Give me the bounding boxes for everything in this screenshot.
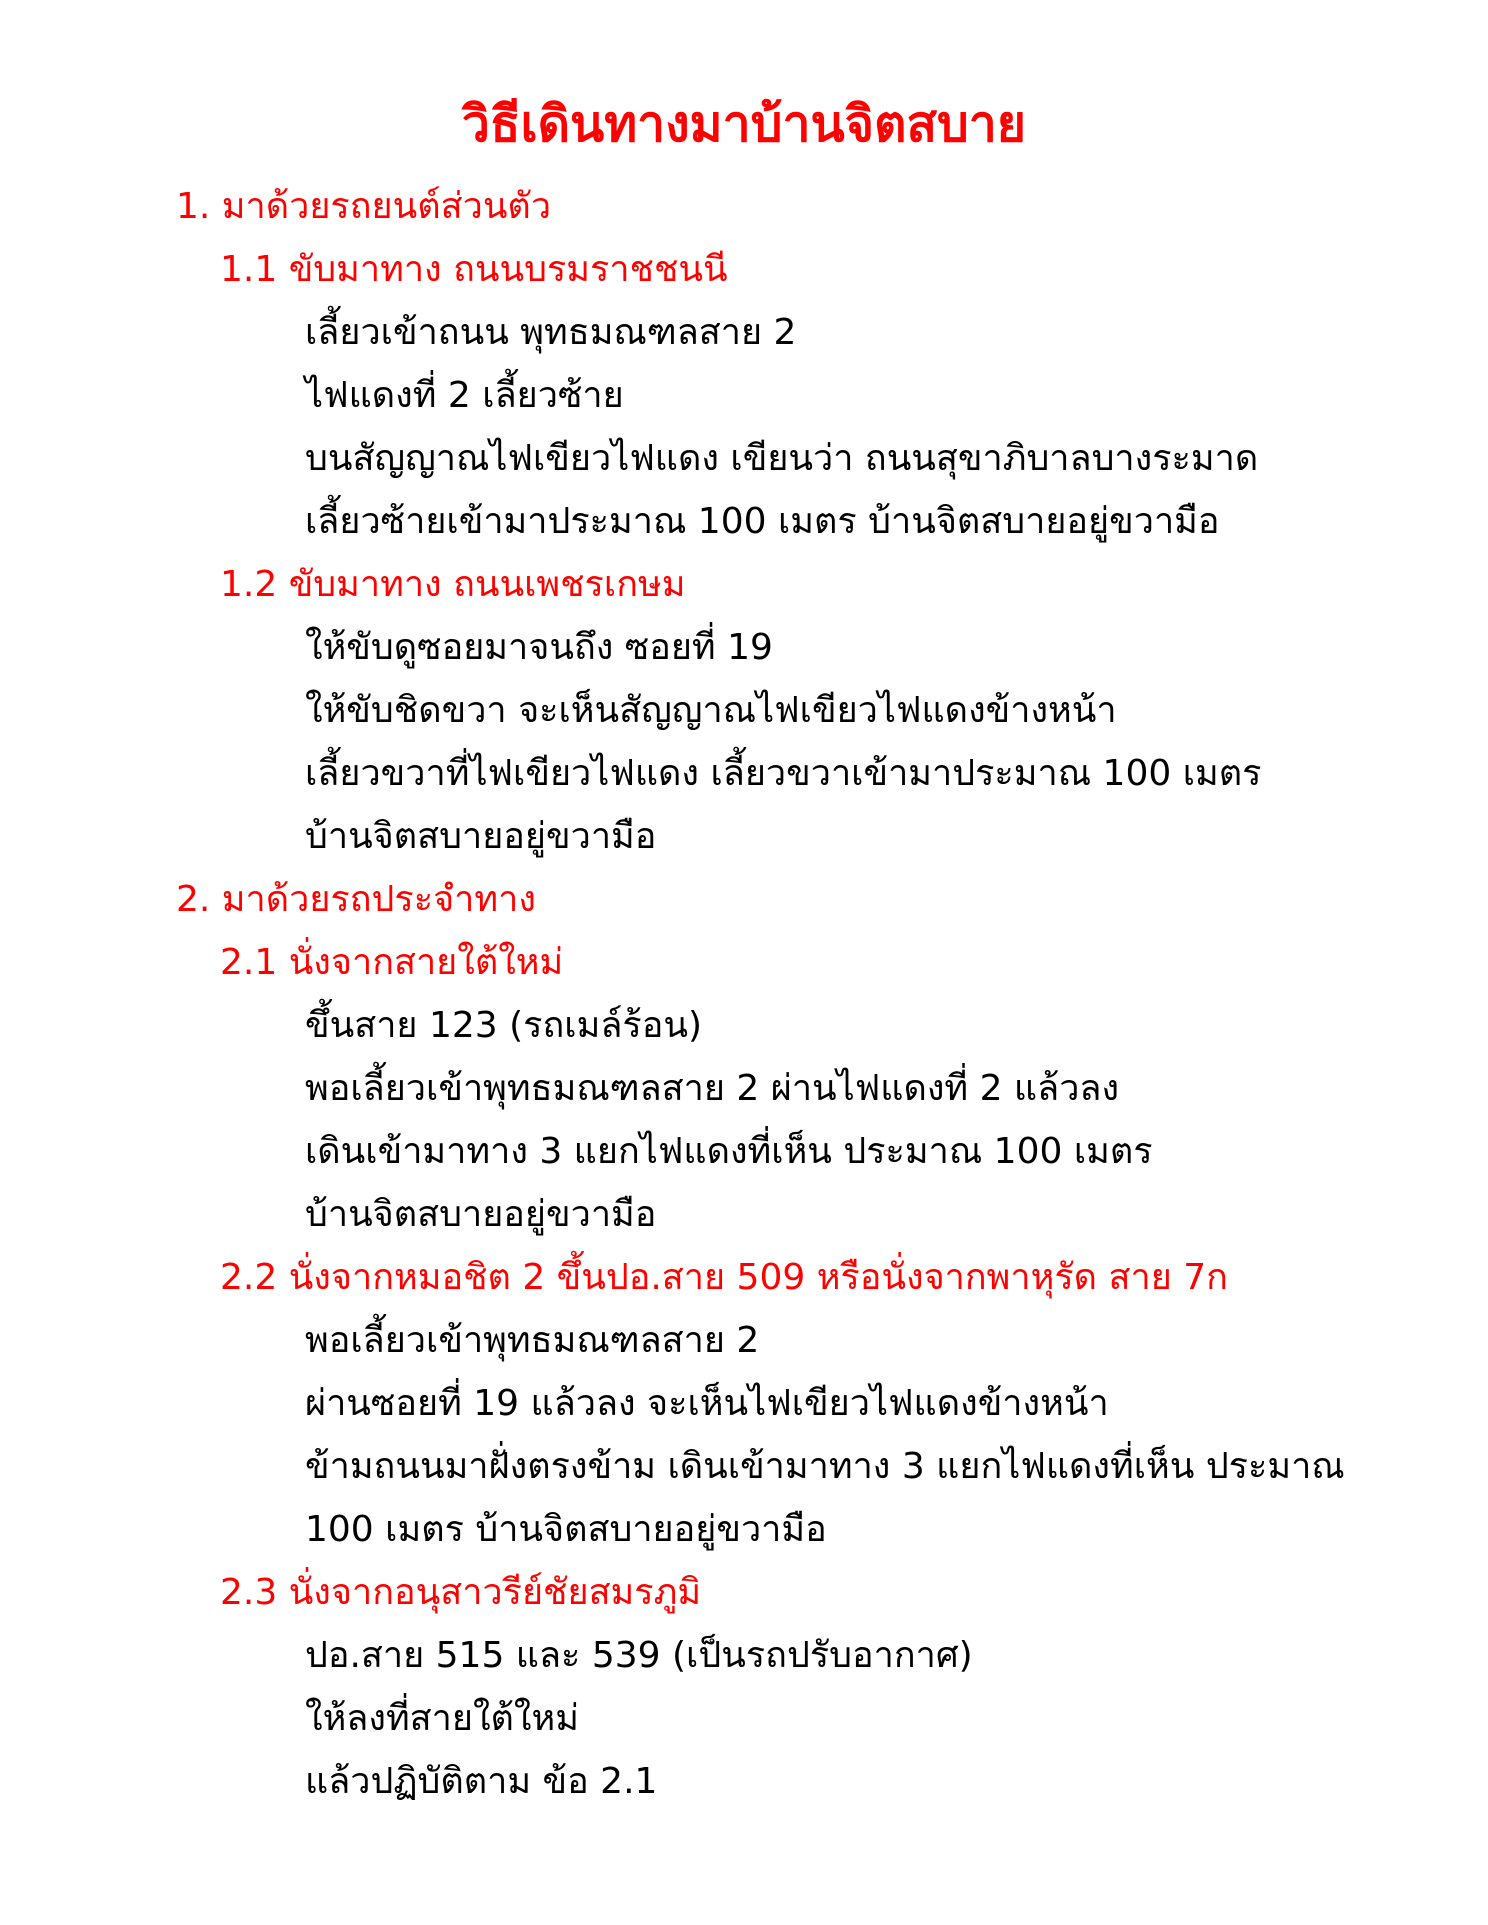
direction-line: ไฟแดงที่ 2 เลี้ยวซ้าย	[305, 375, 624, 416]
direction-line: พอเลี้ยวเข้าพุทธมณฑลสาย 2	[305, 1320, 760, 1361]
subsection-heading-2-2: 2.2 นั่งจากหมอชิต 2 ขึ้นปอ.สาย 509 หรือนั่งจากพาหุรัด สาย 7ก	[220, 1257, 1228, 1298]
direction-line: ให้ลงที่สายใต้ใหม่	[305, 1698, 579, 1739]
direction-line: ผ่านซอยที่ 19 แล้วลง จะเห็นไฟเขียวไฟแดงข้างหน้า	[305, 1383, 1109, 1424]
subsection-heading-1-2: 1.2 ขับมาทาง ถนนเพชรเกษม	[220, 564, 686, 605]
direction-line: พอเลี้ยวเข้าพุทธมณฑลสาย 2 ผ่านไฟแดงที่ 2 แล้วลง	[305, 1068, 1120, 1109]
section-heading-1: 1. มาด้วยรถยนต์ส่วนตัว	[176, 186, 552, 227]
direction-line: บนสัญญาณไฟเขียวไฟแดง เขียนว่า ถนนสุขาภิบาลบางระมาด	[305, 438, 1259, 479]
direction-line: เดินเข้ามาทาง 3 แยกไฟแดงที่เห็น ประมาณ 100 เมตร	[305, 1131, 1153, 1172]
direction-line: ปอ.สาย 515 และ 539 (เป็นรถปรับอากาศ)	[305, 1635, 973, 1676]
direction-line: เลี้ยวเข้าถนน พุทธมณฑลสาย 2	[305, 312, 797, 353]
direction-line: แล้วปฏิบัติตาม ข้อ 2.1	[305, 1761, 658, 1802]
subsection-heading-2-1: 2.1 นั่งจากสายใต้ใหม่	[220, 942, 564, 983]
direction-line: บ้านจิตสบายอยู่ขวามือ	[305, 1194, 657, 1235]
subsection-heading-1-1: 1.1 ขับมาทาง ถนนบรมราชชนนี	[220, 249, 728, 290]
direction-line: ขึ้นสาย 123 (รถเมล์ร้อน)	[305, 1005, 702, 1046]
direction-line: เลี้ยวขวาที่ไฟเขียวไฟแดง เลี้ยวขวาเข้ามาประมาณ 100 เมตร	[305, 753, 1262, 794]
direction-line: เลี้ยวซ้ายเข้ามาประมาณ 100 เมตร บ้านจิตสบายอยู่ขวามือ	[305, 501, 1220, 542]
direction-line: 100 เมตร บ้านจิตสบายอยู่ขวามือ	[305, 1509, 827, 1550]
page-title: วิธีเดินทางมาบ้านจิตสบาย	[461, 95, 1027, 153]
direction-line: ให้ขับดูซอยมาจนถึง ซอยที่ 19	[305, 627, 773, 668]
direction-line: ให้ขับชิดขวา จะเห็นสัญญาณไฟเขียวไฟแดงข้างหน้า	[305, 690, 1117, 731]
subsection-heading-2-3: 2.3 นั่งจากอนุสาวรีย์ชัยสมรภูมิ	[220, 1572, 702, 1613]
direction-line: ข้ามถนนมาฝั่งตรงข้าม เดินเข้ามาทาง 3 แยกไฟแดงที่เห็น ประมาณ	[305, 1446, 1345, 1487]
direction-line: บ้านจิตสบายอยู่ขวามือ	[305, 816, 657, 857]
section-heading-2: 2. มาด้วยรถประจำทาง	[176, 879, 536, 920]
